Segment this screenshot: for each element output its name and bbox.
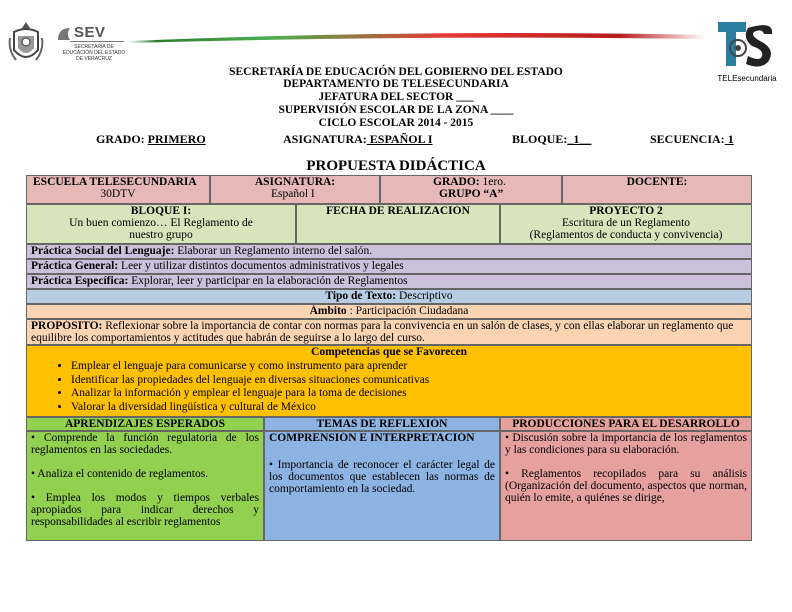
header-line-departamento: DEPARTAMENTO DE TELESECUNDARIA bbox=[283, 78, 509, 90]
bloque-field bbox=[512, 132, 591, 147]
asignatura-label: ASIGNATURA: bbox=[283, 132, 367, 146]
grado-value: PRIMERO bbox=[147, 132, 206, 146]
aprendizaje-item: • Emplea los modos y tiempos verbales apropiados para indicar derechos y responsabilidades al escribir reglamentos bbox=[31, 492, 259, 528]
docente-cell[interactable] bbox=[562, 175, 752, 204]
practica-general-value: Leer y utilizar distintos documentos administrativos y legales bbox=[118, 260, 404, 272]
proyecto-value-1: Escritura de un Reglamento bbox=[561, 217, 691, 229]
practica-social-value: Elaborar un Reglamento interno del salón. bbox=[174, 245, 373, 257]
producciones-title: PRODUCCIONES PARA EL DESARROLLO bbox=[500, 417, 752, 431]
header-line-jefatura: JEFATURA DEL SECTOR ___ bbox=[318, 91, 474, 103]
header-line-supervision: SUPERVISIÓN ESCOLAR DE LA ZONA ____ bbox=[278, 104, 514, 116]
header-line-ciclo: CICLO ESCOLAR 2014 - 2015 bbox=[318, 117, 474, 129]
produccion-item: • Reglamentos recopilados para su análisis (Organización del documento, aspectos que norman, quién lo emite, a quiénes se dirige, bbox=[505, 468, 747, 504]
aprendizaje-item: • Analiza el contenido de reglamentos. bbox=[31, 468, 209, 480]
bloque-value: _1__ bbox=[567, 132, 592, 146]
tema-item: • Importancia de reconocer el carácter legal de los documentos que establecen las normas de comportamiento en la sociedad. bbox=[269, 459, 495, 495]
temas-subtitle: COMPRENSIÓN E INTERPRETACIÓN bbox=[269, 432, 475, 444]
tipo-texto-label: Tipo de Texto: bbox=[325, 290, 397, 302]
proposito-value: Reflexionar sobre la importancia de contar con normas para la convivencia en un salón de clases, y con ellas elaborar un reglamento que equilibre los comportamientos y actitudes que habrán de seguirse a lo largo del curso. bbox=[31, 320, 734, 344]
telesecundaria-logo bbox=[716, 20, 776, 70]
escuela-label: ESCUELA TELESECUNDARIA bbox=[33, 176, 197, 188]
ambito-value: : Participación Ciudadana bbox=[346, 305, 469, 317]
ambito-row bbox=[26, 304, 752, 319]
table-grado-label: GRADO: bbox=[433, 176, 480, 188]
proposito-row bbox=[26, 319, 752, 345]
ambito-label: Ámbito bbox=[309, 305, 347, 317]
grado-field bbox=[96, 132, 206, 147]
practica-especifica-label: Práctica Específica: bbox=[31, 275, 129, 287]
practica-social-row bbox=[26, 244, 752, 259]
table-asignatura-value: Español I bbox=[271, 188, 315, 200]
escuela-value: 30DTV bbox=[100, 188, 136, 200]
aprendizajes-content bbox=[26, 431, 264, 541]
proyecto-cell bbox=[500, 204, 752, 244]
secuencia-value: 1 bbox=[724, 132, 734, 146]
practica-especifica-row bbox=[26, 274, 752, 289]
competencia-item: • Valorar la diversidad lingüística y cultural de México bbox=[71, 401, 751, 415]
asignatura-field bbox=[283, 132, 433, 147]
proyecto-label: PROYECTO 2 bbox=[589, 205, 663, 217]
temas-title: TEMAS DE REFLEXIÓN bbox=[264, 417, 500, 431]
docente-label: DOCENTE: bbox=[626, 176, 688, 188]
table-bloque-value: Un buen comienzo… El Reglamento de nuestro grupo bbox=[69, 217, 253, 241]
fecha-label: FECHA DE REALIZACIÓN bbox=[326, 205, 470, 217]
grupo-label: GRUPO “A” bbox=[439, 188, 504, 200]
competencias-section bbox=[26, 345, 752, 417]
page-title: PROPUESTA DIDÁCTICA bbox=[306, 158, 486, 174]
temas-content bbox=[264, 431, 500, 541]
practica-general-label: Práctica General: bbox=[31, 260, 119, 272]
table-asignatura-label: ASIGNATURA: bbox=[254, 176, 336, 188]
telesecundaria-label: TELEsecundaria bbox=[717, 74, 777, 83]
header-line-secretaria: SECRETARÍA DE EDUCACIÓN DEL GOBIERNO DEL ESTADO bbox=[229, 66, 563, 78]
aprendizajes-title: APRENDIZAJES ESPERADOS bbox=[26, 417, 264, 431]
veracruz-crest-logo bbox=[8, 20, 44, 68]
sev-logo-subtext: SECRETARÍA DE EDUCACIÓN DEL ESTADO DE VERACRUZ bbox=[62, 44, 126, 62]
competencia-item: • Analizar la información y emplear el lenguaje para la toma de decisiones bbox=[71, 387, 751, 401]
sev-logo bbox=[56, 22, 126, 68]
sev-logo-text: SEV bbox=[74, 24, 106, 41]
bloque-cell bbox=[26, 204, 296, 244]
table-grado-value: 1ero. bbox=[479, 176, 506, 188]
table-bloque-label: BLOQUE I: bbox=[130, 205, 192, 217]
secuencia-label: SECUENCIA: bbox=[650, 132, 725, 146]
practica-social-label: Práctica Social del Lenguaje: bbox=[31, 245, 175, 257]
practica-especifica-value: Explorar, leer y participar en la elaboración de Reglamentos bbox=[128, 275, 408, 287]
produccion-item: • Discusión sobre la importancia de los reglamentos y las condiciones para su elaboración. bbox=[505, 432, 747, 456]
aprendizaje-item: • Comprende la función regulatoria de los reglamentos en las sociedades. bbox=[31, 432, 259, 456]
secuencia-field bbox=[650, 132, 734, 147]
proyecto-value-2: (Reglamentos de conducta y convivencia) bbox=[529, 229, 723, 241]
competencias-title: Competencias que se Favorecen bbox=[311, 346, 467, 358]
competencia-item: • Emplear el lenguaje para comunicarse y como instrumento para aprender bbox=[71, 360, 751, 374]
bloque-label: BLOQUE: bbox=[512, 132, 568, 146]
asignatura-value: ESPAÑOL I bbox=[366, 132, 433, 146]
decorative-banner bbox=[128, 30, 706, 42]
fecha-cell[interactable] bbox=[296, 204, 500, 244]
proposito-label: PROPÓSITO: bbox=[31, 320, 103, 332]
grado-label: GRADO: bbox=[96, 132, 145, 146]
tipo-texto-value: Descriptivo bbox=[396, 290, 453, 302]
escuela-cell bbox=[26, 175, 210, 204]
grado-cell bbox=[380, 175, 562, 204]
competencia-item: • Identificar las propiedades del lenguaje en diversas situaciones comunicativas bbox=[71, 374, 751, 388]
tipo-texto-row bbox=[26, 289, 752, 304]
asignatura-cell bbox=[210, 175, 380, 204]
producciones-content bbox=[500, 431, 752, 541]
practica-general-row bbox=[26, 259, 752, 274]
competencias-list bbox=[27, 360, 751, 414]
